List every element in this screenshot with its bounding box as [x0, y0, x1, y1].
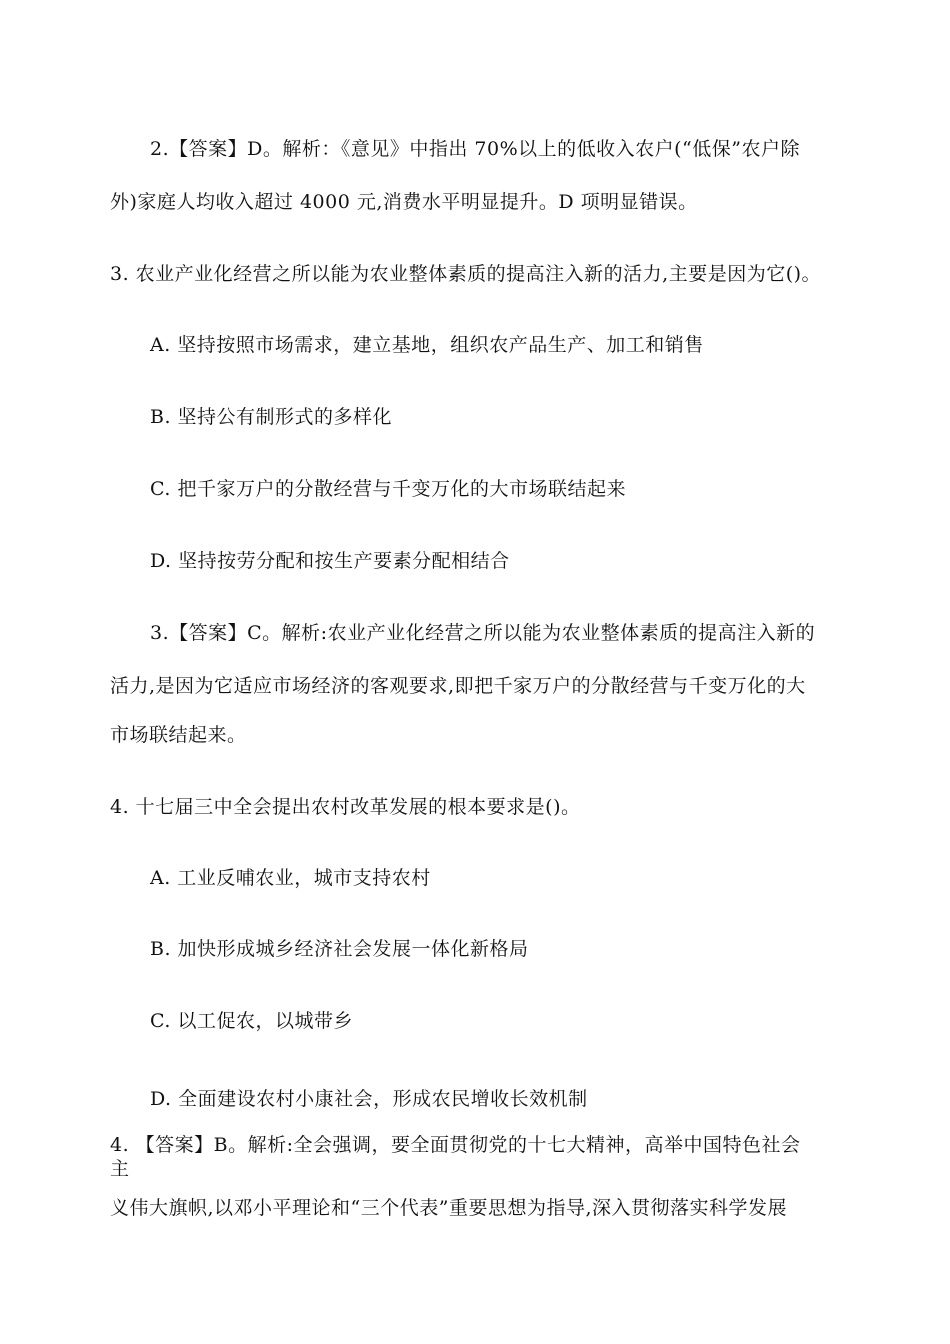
answer-3-line-3: 市场联结起来。 — [110, 724, 247, 746]
answer-4-line-1: 4. 【答案】B。解析:全会强调，要全面贯彻党的十七大精神，高举中国特色社会 — [110, 1134, 801, 1156]
question-3-option-d: D. 坚持按劳分配和按生产要素分配相结合 — [150, 550, 510, 572]
question-4-option-d: D. 全面建设农村小康社会，形成农民增收长效机制 — [150, 1088, 588, 1110]
question-3-option-b: B. 坚持公有制形式的多样化 — [150, 406, 393, 428]
answer-3-line-2: 活力,是因为它适应市场经济的客观要求,即把千家万户的分散经营与千变万化的大 — [110, 675, 806, 697]
answer-3-line-1: 3.【答案】C。解析:农业产业化经营之所以能为农业整体素质的提高注入新的 — [150, 622, 816, 644]
question-4-option-a: A. 工业反哺农业，城市支持农村 — [150, 867, 431, 889]
answer-4-line-3: 义伟大旗帜,以邓小平理论和“三个代表”重要思想为指导,深入贯彻落实科学发展 — [110, 1197, 788, 1219]
answer-4-line-2: 主 — [110, 1158, 130, 1180]
question-3-option-c: C. 把千家万户的分散经营与千变万化的大市场联结起来 — [150, 478, 626, 500]
answer-2-line-2: 外)家庭人均收入超过 4000 元,消费水平明显提升。D 项明显错误。 — [110, 191, 698, 213]
question-4-option-c: C. 以工促农，以城带乡 — [150, 1010, 353, 1032]
answer-2-line-1: 2.【答案】D。解析：《意见》中指出 70%以上的低收入农户(“低保”农户除 — [150, 138, 800, 160]
question-4-option-b: B. 加快形成城乡经济社会发展一体化新格局 — [150, 938, 529, 960]
question-3-stem: 3. 农业产业化经营之所以能为农业整体素质的提高注入新的活力,主要是因为它()。 — [110, 263, 822, 285]
question-3-option-a: A. 坚持按照市场需求，建立基地，组织农产品生产、加工和销售 — [150, 334, 704, 356]
question-4-stem: 4. 十七届三中全会提出农村改革发展的根本要求是()。 — [110, 796, 581, 818]
